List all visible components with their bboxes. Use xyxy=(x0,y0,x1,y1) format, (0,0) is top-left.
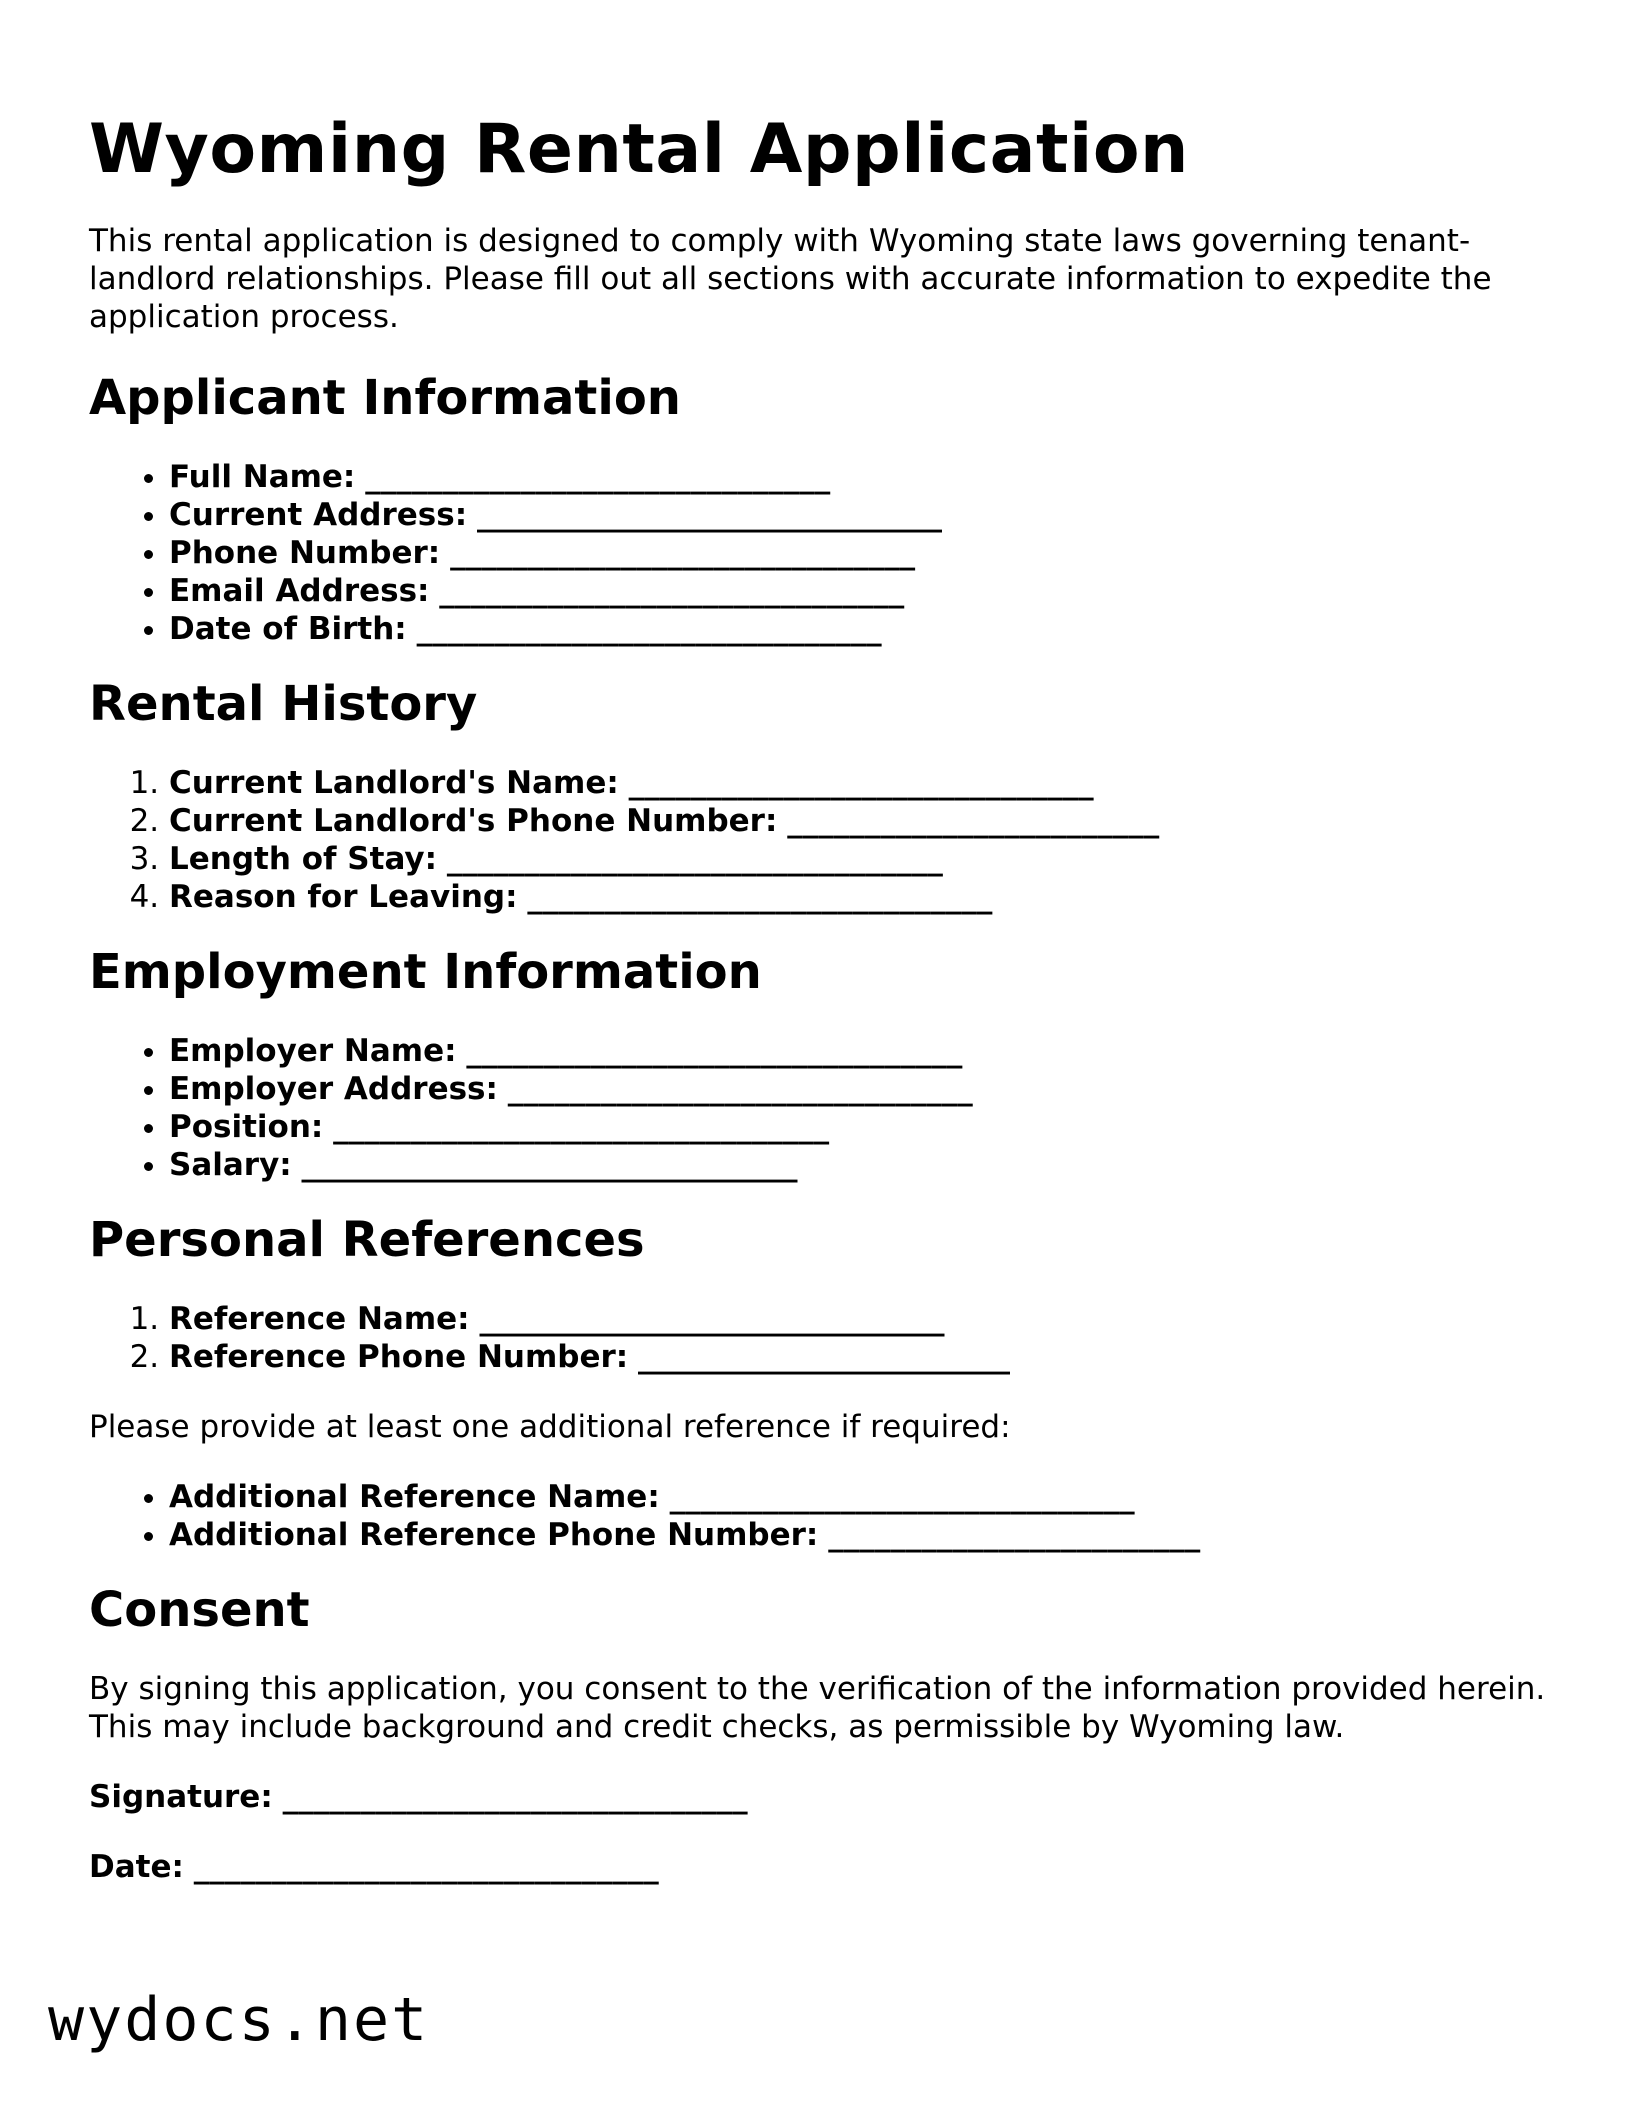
section-heading-references: Personal References xyxy=(89,1212,645,1268)
signature-line xyxy=(89,1778,1549,1816)
employment-list xyxy=(89,1032,1549,1184)
fill-blank-current-address[interactable]: ______________________________ xyxy=(476,497,942,533)
rental-history-list xyxy=(89,764,1549,916)
list-item: • Current Address: ______________________________ xyxy=(169,496,1549,534)
page-title: Wyoming Rental Application xyxy=(89,110,1189,189)
section-heading-consent: Consent xyxy=(89,1582,310,1638)
fill-blank-employer-name[interactable]: ________________________________ xyxy=(466,1033,963,1069)
document-page xyxy=(89,108,1549,1886)
fill-blank-additional-reference-name[interactable]: ______________________________ xyxy=(669,1479,1135,1515)
list-item: • Additional Reference Name: ______________________________ xyxy=(169,1478,1549,1516)
list-item: • Salary: ________________________________ xyxy=(169,1146,1549,1184)
consent-paragraph: By signing this application, you consent to the verification of the information provided herein. This may include background and credit checks, as permissible by Wyoming law. xyxy=(89,1671,1546,1745)
list-item: • Position: ________________________________ xyxy=(169,1108,1549,1146)
fill-blank-additional-reference-phone[interactable]: ________________________ xyxy=(828,1517,1201,1553)
fill-blank-signature[interactable]: ______________________________ xyxy=(282,1779,748,1815)
references-list xyxy=(89,1300,1549,1376)
applicant-list xyxy=(89,458,1549,648)
section-heading-rental-history: Rental History xyxy=(89,676,478,732)
list-item: 2. Current Landlord's Phone Number: ________________________ xyxy=(169,802,1549,840)
list-item: 4. Reason for Leaving: ______________________________ xyxy=(169,878,1549,916)
fill-blank-reference-phone[interactable]: ________________________ xyxy=(638,1339,1011,1375)
list-item: 2. Reference Phone Number: ________________________ xyxy=(169,1338,1549,1376)
fill-blank-salary[interactable]: ________________________________ xyxy=(301,1147,798,1183)
fill-blank-phone-number[interactable]: ______________________________ xyxy=(450,535,916,571)
section-heading-employment: Employment Information xyxy=(89,944,762,1000)
fill-blank-email-address[interactable]: ______________________________ xyxy=(439,573,905,609)
list-item: • Phone Number: ______________________________ xyxy=(169,534,1549,572)
fill-blank-landlord-phone[interactable]: ________________________ xyxy=(787,803,1160,839)
fill-blank-position[interactable]: ________________________________ xyxy=(333,1109,830,1145)
list-item: • Full Name: ______________________________ xyxy=(169,458,1549,496)
fill-blank-length-of-stay[interactable]: ________________________________ xyxy=(446,841,943,877)
fill-blank-employer-address[interactable]: ______________________________ xyxy=(507,1071,973,1107)
signature-label: Signature: xyxy=(89,1779,273,1815)
additional-references-list xyxy=(89,1478,1549,1554)
list-item: • Employer Address: ______________________________ xyxy=(169,1070,1549,1108)
section-heading-applicant: Applicant Information xyxy=(89,370,681,426)
list-item: • Date of Birth: ______________________________ xyxy=(169,610,1549,648)
fill-blank-full-name[interactable]: ______________________________ xyxy=(365,459,831,495)
list-item: 1. Current Landlord's Name: ______________________________ xyxy=(169,764,1549,802)
date-label: Date: xyxy=(89,1849,184,1885)
watermark: wydocs.net xyxy=(48,1985,430,2055)
additional-reference-note: Please provide at least one additional reference if required: xyxy=(89,1409,1011,1445)
list-item: 3. Length of Stay: ________________________________ xyxy=(169,840,1549,878)
fill-blank-date-of-birth[interactable]: ______________________________ xyxy=(416,611,882,647)
list-item: • Employer Name: ________________________________ xyxy=(169,1032,1549,1070)
intro-paragraph: This rental application is designed to comply with Wyoming state laws governing tenant-landlord relationships. Please fill out all sections with accurate information to expedite the application process. xyxy=(89,223,1492,335)
fill-blank-reference-name[interactable]: ______________________________ xyxy=(479,1301,945,1337)
list-item: 1. Reference Name: ______________________________ xyxy=(169,1300,1549,1338)
fill-blank-date[interactable]: ______________________________ xyxy=(193,1849,659,1885)
list-item: • Additional Reference Phone Number: ________________________ xyxy=(169,1516,1549,1554)
fill-blank-landlord-name[interactable]: ______________________________ xyxy=(628,765,1094,801)
date-line xyxy=(89,1848,1549,1886)
list-item: • Email Address: ______________________________ xyxy=(169,572,1549,610)
fill-blank-reason-for-leaving[interactable]: ______________________________ xyxy=(527,879,993,915)
